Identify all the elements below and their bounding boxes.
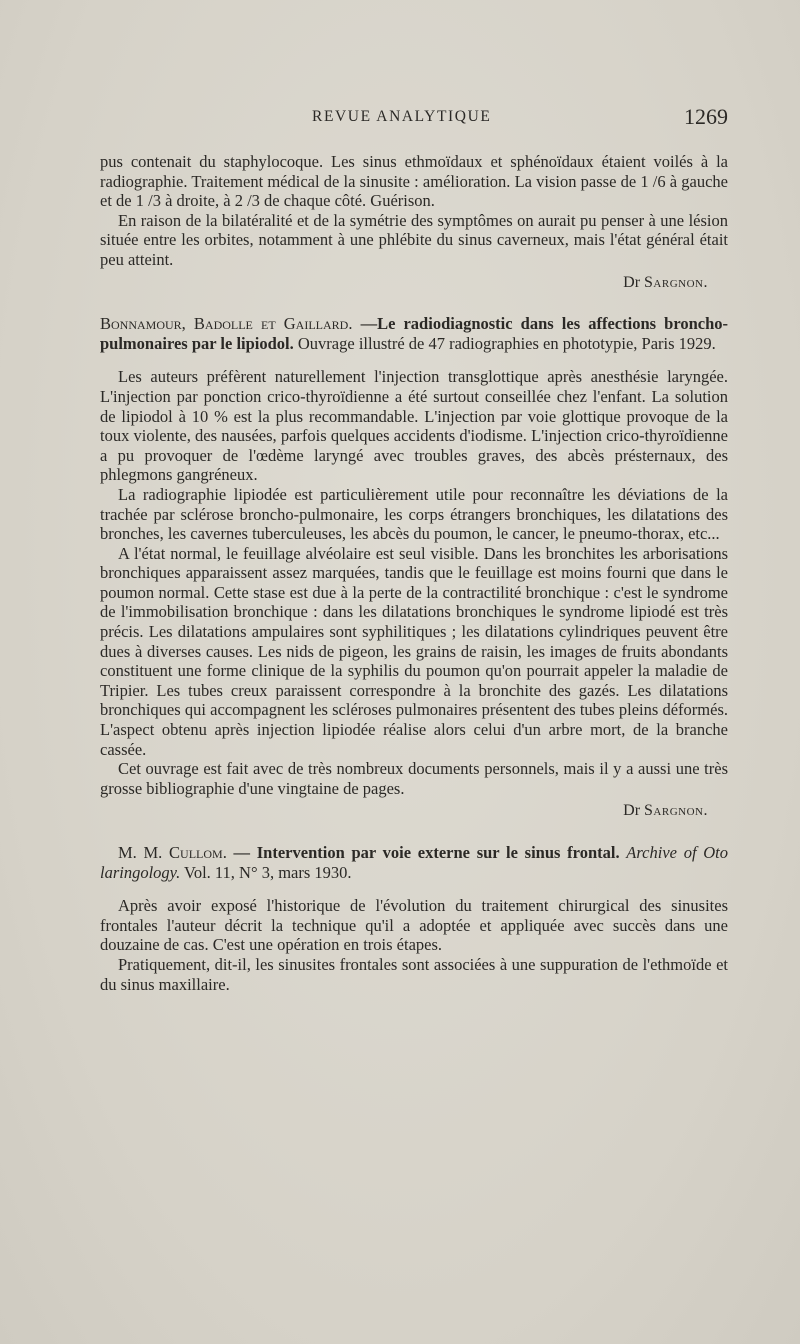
paragraph: La radiographie lipiodée est particulièrement utile pour reconnaître les déviations de la trachée par sclérose broncho-pulmonaire, les corps étrangers bronchiques, les dilatations des bronches, les cavernes tuberculeuses, les abcès du poumon, le cancer, le pneumo-thorax, etc... [100, 484, 728, 544]
review-reference: Ouvrage illustré de 47 radiographies en phototypie, Paris 1929. [297, 333, 716, 353]
review-title: Intervention par voie externe sur le sinus frontal. [256, 843, 620, 862]
review-heading [100, 314, 728, 353]
page-body [100, 152, 728, 994]
signature-name: Sargnon. [644, 802, 708, 820]
review-authors: Bonnamour, Badolle et Gaillard. [100, 314, 353, 334]
signature-prefix: Dr [623, 273, 641, 291]
review-dash: — [233, 843, 251, 862]
paragraph: pus contenait du staphylocoque. Les sinus ethmoïdaux et sphénoïdaux étaient voilés à la radiographie. Traitement médical de la sinusite : amélioration. La vision passe de 1 /6 à gauche et de 1 /3 à droite, à 2 /3 de chaque côté. Guérison. [100, 152, 728, 211]
running-title: REVUE ANALYTIQUE [312, 108, 492, 125]
paragraph: En raison de la bilatéralité et de la symétrie des symptômes on aurait pu penser à une lésion située entre les orbites, notamment à une phlébite du sinus caverneux, mais l'état général était peu atteint. [100, 210, 728, 269]
review-reference: Vol. 11, N° 3, mars 1930. [184, 862, 352, 882]
paragraph: Après avoir exposé l'historique de l'évolution du traitement chirurgical des sinusites frontales l'auteur décrit la technique qu'il a adoptée et appliquée avec succès dans une douzaine de cas. C'est une opération en trois étapes. [100, 896, 728, 955]
review-dash: — [360, 314, 378, 334]
signature-prefix: Dr [623, 802, 641, 820]
review-title: Le radiodiagnostic dans les affections broncho-pulmonaires par le lipiodol. [100, 314, 729, 353]
page-header [100, 104, 728, 134]
review-authors: Cullom. [169, 843, 227, 862]
signature [100, 801, 728, 821]
paragraph: A l'état normal, le feuillage alvéolaire est seul visible. Dans les bronchites les arborisations bronchiques apparaissent assez marquées, tandis que le feuillage est moins fourni que dans le poumon normal. Cette stase est due à la perte de la contractilité bronchique : c'est le syndrome de l'immobilisation bronchique : dans les dilatations bronchiques le syndrome lipiodé est très précis. Les dilatations ampulaires sont syphilitiques ; les dilatations cylindriques peuvent être dues à diverses causes. Les nids de pigeon, les grains de raisin, les images de fruits abondants constituent une forme clinique de la syphilis du poumon qu'on pourrait appeler la maladie de Tripier. Les tubes creux paraissent correspondre à la bronchite des gazés. Les dilatations bronchiques qui accompagnent les scléroses pulmonaires présentent des tubes pleins déformés. L'aspect obtenu après injection lipiodée réalise alors celui d'un arbre mort, de la branche cassée. [100, 543, 728, 759]
paragraph: Les auteurs préfèrent naturellement l'injection transglottique après anesthésie laryngée. L'injection par ponction crico-thyroïdienne a été surtout conseillée chez l'enfant. La solution de lipiodol à 10 % est la plus recommandable. L'injection par voie glottique provoque de la toux violente, des nausées, parfois quelques accidents d'iodisme. L'injection crico-thyroïdienne a pu provoquer de l'œdème laryngé avec troubles graves, des abcès présternaux, des phlegmons gangréneux. [100, 367, 728, 485]
review-heading [100, 843, 728, 882]
review-journal: Archive of Oto laringology. [100, 843, 729, 882]
review-author-prefix: M. M. [118, 843, 163, 862]
paragraph: Pratiquement, dit-il, les sinusites frontales sont associées à une suppuration de l'ethmoïde et du sinus maxillaire. [100, 954, 728, 994]
signature-name: Sargnon. [644, 273, 708, 291]
paragraph: Cet ouvrage est fait avec de très nombreux documents personnels, mais il y a aussi une très grosse bibliographie d'une vingtaine de pages. [100, 759, 728, 798]
page-number: 1269 [684, 104, 728, 129]
signature [100, 273, 728, 293]
